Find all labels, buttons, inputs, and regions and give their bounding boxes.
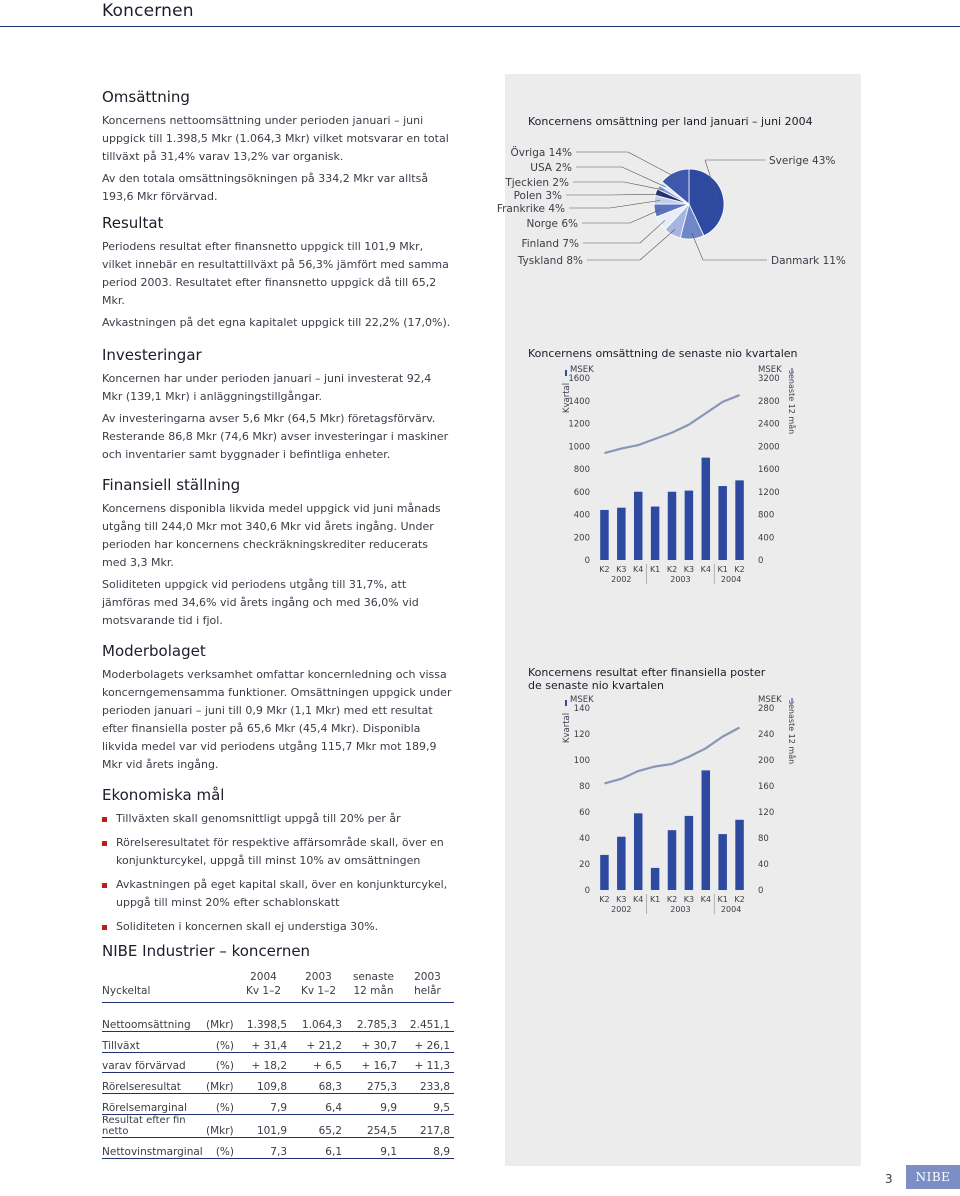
pie-slice-label: Tyskland 8% (517, 255, 583, 267)
header-cell: Kv 1–2 (300, 985, 337, 997)
table-cell: 6,4 (325, 1101, 342, 1114)
y-tick-left: 60 (579, 808, 590, 818)
y-tick-right: 1600 (758, 465, 780, 475)
bar (600, 510, 609, 560)
side-label-left: Kvartal (562, 712, 572, 744)
y-tick-left: 100 (573, 756, 590, 766)
section-ekonomiska-mal (102, 786, 454, 936)
x-tick-label: K2 (666, 895, 678, 904)
goal-text: Tillväxten skall genomsnittligt uppgå till 20% per år (116, 812, 401, 825)
section-heading: Moderbolaget (102, 642, 206, 660)
key-figures-table (102, 970, 454, 1159)
x-tick-label: K3 (683, 565, 695, 574)
table-cell: + 11,3 (414, 1060, 450, 1073)
header-cell: senaste (352, 971, 395, 983)
pie-leader-line (640, 220, 665, 243)
row-unit: (%) (215, 1101, 234, 1114)
y-tick-right: 2000 (758, 442, 780, 453)
y-tick-right: 800 (758, 510, 775, 521)
paragraph: Koncernen har under perioden januari – juni investerat 92,4 Mkr (139,1 Mkr) i anläggningstillgångar. (102, 372, 432, 403)
goal-list (102, 810, 454, 936)
y-tick-right: 2800 (758, 396, 780, 407)
x-tick-label: K2 (599, 895, 610, 904)
table-cell: 9,9 (380, 1101, 397, 1114)
y-tick-left: 1000 (568, 442, 590, 453)
table-cell: 8,9 (433, 1145, 450, 1158)
table-row (102, 1073, 454, 1094)
row-unit: (Mkr) (206, 1124, 234, 1137)
table-row (102, 1137, 454, 1158)
table-cell: 68,3 (318, 1081, 342, 1094)
table-cell: 254,5 (366, 1124, 397, 1137)
x-tick-label: K4 (633, 565, 644, 574)
header-cell: Kv 1–2 (245, 985, 282, 997)
header-cell: 2003 (414, 971, 441, 983)
y-tick-left: 200 (573, 533, 590, 544)
profit-chart-title-line2: de senaste nio kvartalen (528, 679, 665, 692)
goal-text: Avkastningen på eget kapital skall, över en konjunkturcykel, uppgå till minst 20% efter schablonskatt (116, 878, 448, 909)
table-cell: 65,2 (318, 1124, 342, 1137)
goal-text: Soliditeten i koncernen skall ej understiga 30%. (116, 920, 379, 933)
table-cell: 6,1 (325, 1145, 342, 1158)
bar (600, 855, 609, 890)
y-tick-right: 120 (758, 808, 775, 818)
table-cell: 2.451,1 (409, 1018, 450, 1031)
x-tick-label: K2 (734, 565, 745, 574)
x-year-label: 2003 (670, 905, 691, 914)
y-unit-right: MSEK (758, 695, 782, 705)
pie-leader-line (611, 194, 662, 195)
series-line (604, 395, 739, 453)
table-row (102, 1011, 454, 1031)
bar (718, 486, 727, 560)
list-item (102, 918, 454, 936)
table-cell: 7,3 (270, 1145, 287, 1158)
paragraph: Avkastningen på det egna kapitalet uppgick till 22,2% (17,0%). (102, 316, 451, 329)
pie-slice-label: Frankrike 4% (496, 203, 565, 215)
header-cell: 2004 (250, 971, 277, 983)
bar (634, 492, 643, 560)
header-cell (206, 984, 236, 1003)
bullet-icon (102, 925, 107, 930)
bar (685, 491, 694, 560)
x-tick-label: K4 (633, 895, 644, 904)
table-cell: + 18,2 (251, 1060, 287, 1073)
header-cell: 12 mån (353, 985, 394, 997)
bar (651, 868, 660, 890)
row-label: varav förvärvad (102, 1060, 186, 1073)
table-cell: + 6,5 (313, 1060, 342, 1073)
y-tick-right: 280 (758, 704, 775, 714)
nibe-logo: NIBE (906, 1165, 960, 1189)
y-tick-left: 0 (584, 556, 590, 566)
table-cell: + 21,2 (306, 1039, 342, 1052)
pie-slice-label: Norge 6% (526, 218, 578, 230)
pie-slice-label: Övriga 14% (510, 147, 572, 159)
section-heading: Omsättning (102, 88, 190, 106)
bar (718, 834, 727, 890)
paragraph: Soliditeten uppgick vid periodens utgång till 31,7%, att jämföras med 34,6% vid årets ingång och med 36,0% vid motsvarande tid i fjol. (102, 578, 419, 627)
pie-leader-line (622, 167, 666, 187)
y-tick-left: 600 (573, 487, 590, 498)
goal-text: Rörelseresultatet för respektive affärsområde skall, över en konjunkturcykel, uppgå till minst 10% av omsättningen (116, 836, 444, 867)
y-tick-right: 80 (758, 834, 769, 844)
text-column (102, 88, 454, 942)
header-bar (0, 0, 960, 27)
y-tick-right: 40 (758, 860, 769, 870)
bar (735, 820, 744, 890)
y-tick-left: 800 (573, 465, 590, 475)
y-tick-left: 20 (579, 860, 590, 870)
table-cell: 275,3 (366, 1081, 397, 1094)
key-figures (102, 942, 454, 1159)
pie-slice-label: Danmark 11% (771, 255, 846, 267)
row-unit: (%) (215, 1039, 234, 1052)
y-tick-right: 0 (758, 556, 764, 566)
bar (651, 507, 660, 560)
x-tick-label: K1 (649, 895, 661, 904)
x-year-label: 2002 (611, 575, 632, 584)
x-tick-label: K1 (717, 565, 728, 574)
pie-leader-line (640, 229, 675, 260)
y-tick-left: 400 (573, 510, 590, 521)
y-tick-left: 1400 (568, 396, 590, 407)
row-unit: (Mkr) (206, 1081, 234, 1094)
y-unit-right: MSEK (758, 365, 782, 375)
header-row (102, 984, 454, 1003)
table-cell: + 30,7 (361, 1039, 397, 1052)
section-finansiell-stallning (102, 476, 454, 630)
page-title: Koncernen (102, 1, 194, 21)
paragraph: Av investeringarna avser 5,6 Mkr (64,5 Mkr) företagsförvärv. Resterande 86,8 Mkr (74,6 Mkr) avser investeringar i maskiner och inventarier samt byggnader i befintliga enheter. (102, 412, 449, 461)
row-label: Nettoomsättning (102, 1018, 191, 1031)
section-resultat (102, 214, 454, 332)
row-label: Resultat efter fin netto (102, 1114, 186, 1137)
row-label: Tillväxt (102, 1039, 140, 1052)
section-heading: Resultat (102, 214, 164, 232)
x-tick-label: K1 (717, 895, 728, 904)
x-tick-label: K3 (616, 895, 627, 904)
header-row (102, 970, 454, 984)
x-tick-label: K2 (734, 895, 745, 904)
section-moderbolaget (102, 642, 454, 774)
bar (617, 837, 626, 890)
table-row (102, 1094, 454, 1115)
page-number: 3 (885, 1172, 893, 1186)
y-tick-left: 1600 (568, 374, 590, 384)
table-row (102, 1052, 454, 1073)
section-omsattning (102, 88, 454, 206)
paragraph: Moderbolagets verksamhet omfattar koncernledning och vissa koncerngemensamma funktioner. Omsättningen uppgick under perioden januari – juni till 0,9 Mkr (1,1 Mkr) med ett resultat efter finansiella poster på 65,6 Mkr (45,4 Mkr). Disponibla likvida medel var vid periodens utgång 115,7 Mkr mot 189,9 Mkr vid årets ingång. (102, 668, 452, 771)
table-row (102, 1114, 454, 1137)
pie-leader-line (610, 200, 660, 208)
bar (735, 480, 744, 560)
y-tick-left: 120 (573, 730, 590, 740)
header-cell (206, 970, 236, 984)
table-cell: 7,9 (270, 1101, 287, 1114)
x-year-label: 2003 (670, 575, 691, 584)
x-tick-label: K2 (599, 565, 610, 574)
header-cell: Nyckeltal (102, 985, 151, 997)
y-unit-left: MSEK (570, 365, 594, 375)
side-label-left: Kvartal (562, 382, 572, 414)
profit-chart-title-line1: Koncernens resultat efter finansiella poster (528, 666, 766, 679)
table-cell: 2.785,3 (356, 1018, 397, 1031)
pie-slice-label: USA 2% (530, 162, 572, 174)
header-cell: helår (414, 985, 441, 997)
paragraph: Koncernens disponibla likvida medel uppgick vid juni månads utgång till 244,0 Mkr mot 340,6 Mkr vid årets ingång. Under perioden har koncernens checkräkningskrediter reducerats med 3,3 Mkr. (102, 502, 441, 569)
table-cell: 217,8 (419, 1124, 450, 1137)
revenue-bar-chart (505, 362, 861, 592)
y-tick-left: 80 (579, 782, 590, 792)
series-line (604, 728, 739, 784)
x-year-label: 2004 (720, 905, 742, 914)
y-tick-left: 140 (573, 704, 590, 714)
table-cell: 1.064,3 (301, 1018, 342, 1031)
section-heading: Finansiell ställning (102, 476, 241, 494)
table-cell: + 26,1 (414, 1039, 450, 1052)
x-year-label: 2004 (720, 575, 742, 584)
table-cell: 109,8 (256, 1081, 287, 1094)
x-year-label: 2002 (611, 905, 632, 914)
section-heading: Investeringar (102, 346, 202, 364)
x-tick-label: K2 (666, 565, 678, 574)
bar (634, 813, 643, 890)
table-row (102, 1031, 454, 1052)
x-tick-label: K4 (700, 895, 711, 904)
bullet-icon (102, 817, 107, 822)
row-label: Nettovinstmarginal (102, 1145, 203, 1158)
row-label: Rörelseresultat (102, 1081, 181, 1094)
y-tick-right: 0 (758, 886, 764, 896)
pie-leader-line (628, 152, 677, 178)
x-tick-label: K3 (616, 565, 627, 574)
list-item (102, 876, 454, 912)
x-tick-label: K4 (700, 565, 711, 574)
pie-slice-label: Sverige 43% (769, 155, 836, 167)
y-tick-right: 160 (758, 782, 775, 792)
pie-slice-label: Tjeckien 2% (505, 177, 569, 189)
bar (702, 770, 711, 890)
bar (617, 508, 626, 560)
y-unit-left: MSEK (570, 695, 594, 705)
x-tick-label: K3 (683, 895, 695, 904)
paragraph: Koncernens nettoomsättning under perioden januari – juni uppgick till 1.398,5 Mkr (1.064,3 Mkr) vilket motsvarar en total tillväxt på 31,4% varav 13,2% var organisk. (102, 114, 449, 163)
pie-slice-label: Finland 7% (521, 238, 579, 250)
bar (702, 458, 711, 560)
side-label-right: senaste 12 mån (787, 369, 796, 435)
pie-slice-label: Polen 3% (513, 190, 562, 202)
row-unit: (%) (215, 1145, 234, 1158)
y-tick-right: 400 (758, 533, 775, 544)
bullet-icon (102, 883, 107, 888)
row-unit: (Mkr) (206, 1018, 234, 1031)
bar (668, 830, 677, 890)
table-cell: 1.398,5 (246, 1018, 287, 1031)
bullet-icon (102, 841, 107, 846)
revenue-chart-title: Koncernens omsättning de senaste nio kvartalen (528, 347, 798, 360)
section-heading: Ekonomiska mål (102, 786, 225, 804)
y-tick-right: 200 (758, 756, 775, 766)
table-cell: + 31,4 (251, 1039, 287, 1052)
table-cell: + 16,7 (361, 1060, 397, 1073)
list-item (102, 834, 454, 870)
table-cell: 9,5 (433, 1101, 450, 1114)
header-cell: 2003 (305, 971, 332, 983)
paragraph: Periodens resultat efter finansnetto uppgick till 101,9 Mkr, vilket innebär en resultattillväxt på 56,3% jämfört med samma period 2003. Resultatet efter finansnetto uppgick då till 65,2 Mkr. (102, 240, 449, 307)
y-tick-right: 3200 (758, 374, 780, 384)
y-tick-right: 240 (758, 730, 775, 740)
table-cell: 233,8 (419, 1081, 450, 1094)
y-tick-right: 2400 (758, 419, 780, 430)
bar (668, 492, 677, 560)
table-cell: 101,9 (256, 1124, 287, 1137)
list-item (102, 810, 454, 828)
side-label-right: senaste 12 mån (787, 699, 796, 765)
key-figures-title: NIBE Industrier – koncernen (102, 942, 311, 960)
y-tick-left: 40 (579, 834, 590, 844)
y-tick-left: 1200 (568, 419, 590, 430)
y-tick-right: 1200 (758, 487, 780, 498)
header-cell (102, 970, 206, 984)
row-label: Rörelsemarginal (102, 1101, 188, 1114)
paragraph: Av den totala omsättningsökningen på 334,2 Mkr var alltså 193,6 Mkr förvärvad. (102, 172, 429, 203)
y-tick-left: 0 (584, 886, 590, 896)
section-investeringar (102, 346, 454, 464)
bar (685, 816, 694, 890)
pie-chart (496, 130, 861, 290)
x-tick-label: K1 (649, 565, 661, 574)
pie-chart-title: Koncernens omsättning per land januari – juni 2004 (528, 115, 813, 128)
table-cell: 9,1 (380, 1145, 397, 1158)
row-unit: (%) (215, 1060, 234, 1073)
profit-bar-chart (505, 692, 861, 922)
